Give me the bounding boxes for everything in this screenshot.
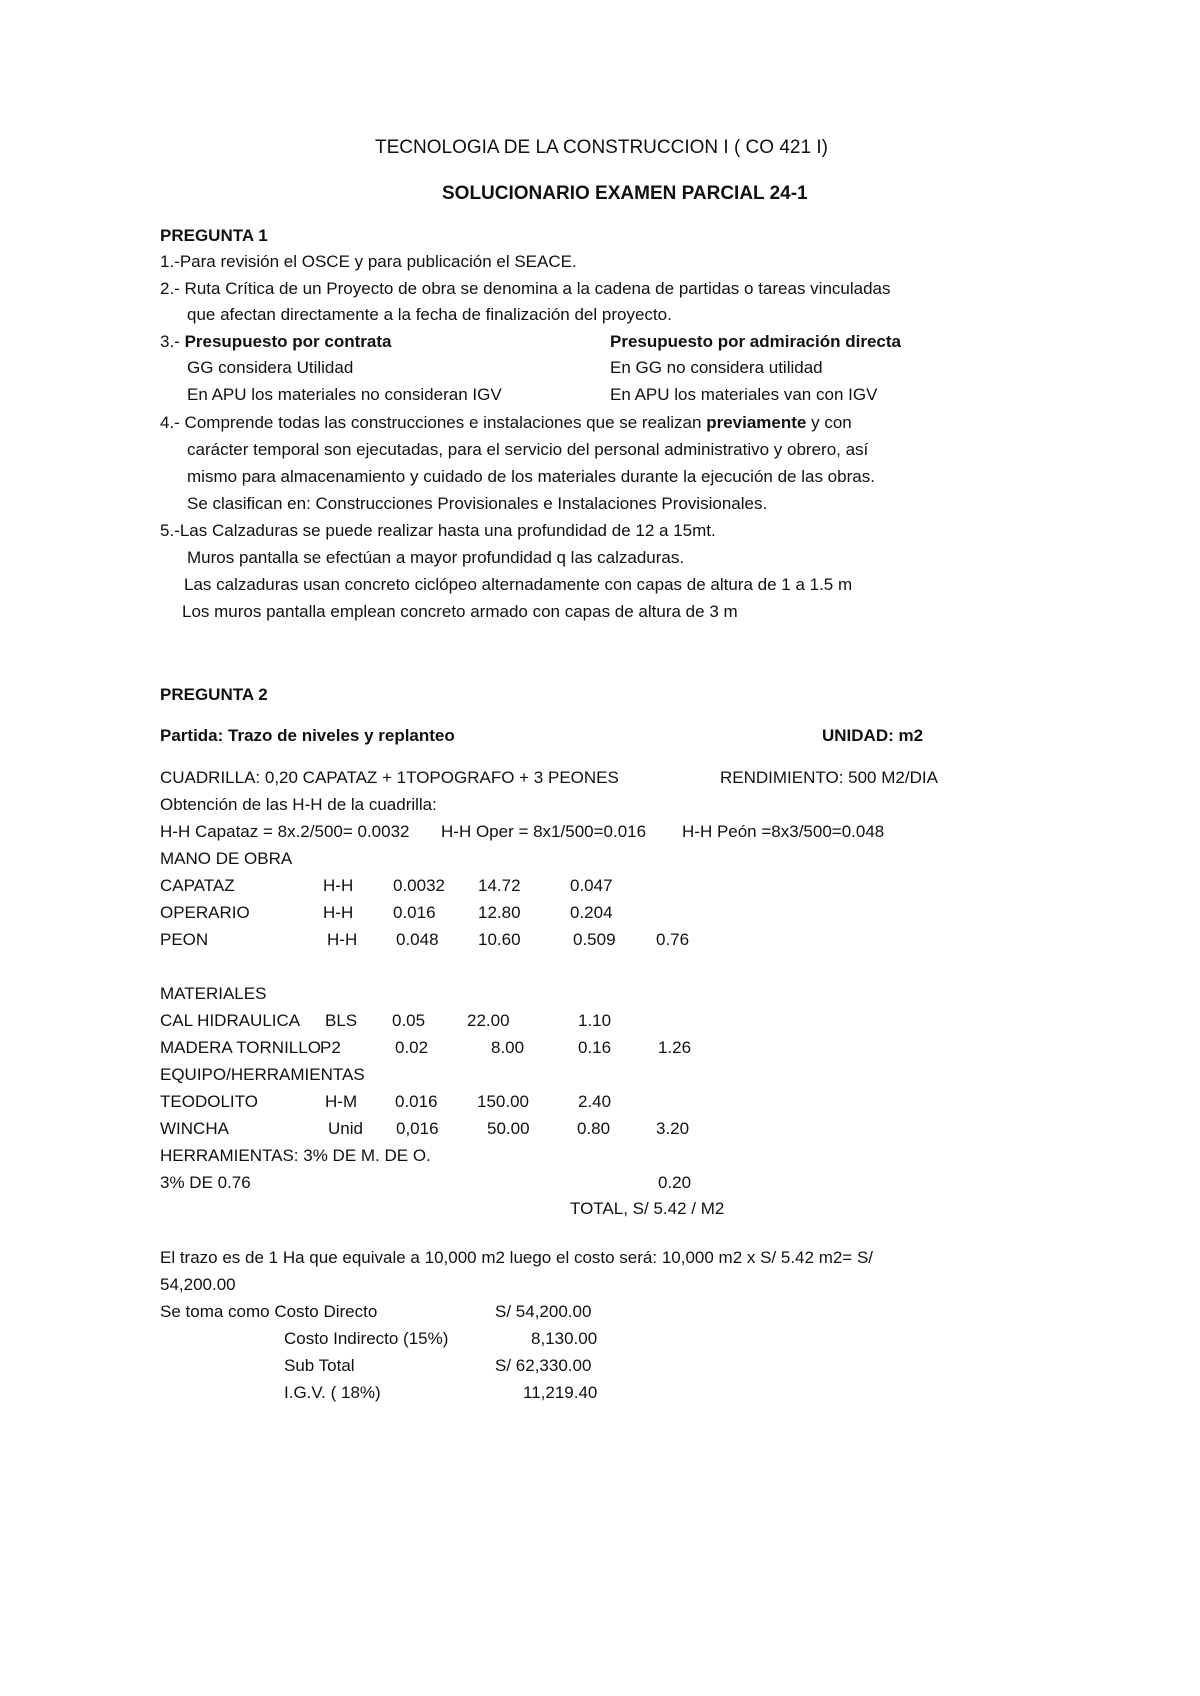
row-madera-qty: 0.02 — [395, 1038, 429, 1057]
answer-2-line-1: 2.- Ruta Crítica de un Proyecto de obra se denomina a la cadena de partidas o tareas vinculadas — [160, 279, 891, 298]
costo-directo-value: S/ 54,200.00 — [495, 1302, 592, 1321]
rendimiento: RENDIMIENTO: 500 M2/DIA — [720, 768, 938, 787]
budget-contract-heading: Presupuesto por contrata — [184, 332, 392, 351]
row-cal-partial: 1.10 — [578, 1011, 612, 1030]
row-operario-qty: 0.016 — [393, 903, 436, 922]
answer-4-text-a: 4.- Comprende todas las construcciones e instalaciones que se realizan — [160, 413, 707, 432]
document-subtitle: SOLUCIONARIO EXAMEN PARCIAL 24-1 — [442, 183, 808, 204]
row-teodolito-qty: 0.016 — [395, 1092, 438, 1111]
sub-total-label: Sub Total — [284, 1356, 355, 1375]
answer-5-line-1: 5.-Las Calzaduras se puede realizar hasta una profundidad de 12 a 15mt. — [160, 521, 716, 540]
row-peon-desc: PEON — [160, 930, 209, 949]
subtotal-equipo: 3.20 — [656, 1119, 690, 1138]
row-cal-desc: CAL HIDRAULICA — [160, 1011, 301, 1030]
mano-de-obra-heading: MANO DE OBRA — [160, 849, 293, 868]
row-capataz-partial: 0.047 — [570, 876, 613, 895]
row-madera-price: 8.00 — [491, 1038, 525, 1057]
row-teodolito-partial: 2.40 — [578, 1092, 612, 1111]
row-peon-unit: H-H — [327, 930, 358, 949]
answer-3-line — [160, 331, 391, 353]
answer-5-line-3: Las calzaduras usan concreto ciclópeo alternadamente con capas de altura de 1 a 1.5 m — [184, 575, 853, 594]
answer-4-line-2: carácter temporal son ejecutadas, para el servicio del personal administrativo y obrero, así — [187, 440, 869, 459]
question-1-heading: PREGUNTA 1 — [160, 226, 268, 245]
igv-label: I.G.V. ( 18%) — [284, 1383, 381, 1402]
total-unit-cost: TOTAL, S/ 5.42 / M2 — [570, 1199, 725, 1218]
row-operario-price: 12.80 — [478, 903, 521, 922]
question-2-heading: PREGUNTA 2 — [160, 685, 268, 704]
row-wincha-price: 50.00 — [487, 1119, 530, 1138]
row-teodolito-unit: H-M — [325, 1092, 358, 1111]
row-cal-qty: 0.05 — [392, 1011, 426, 1030]
row-operario-unit: H-H — [323, 903, 354, 922]
herramientas-label: HERRAMIENTAS: 3% DE M. DE O. — [160, 1146, 431, 1165]
row-cal-unit: BLS — [325, 1011, 358, 1030]
document-title: TECNOLOGIA DE LA CONSTRUCCION I ( CO 421 I) — [375, 137, 828, 158]
row-teodolito-desc: TEODOLITO — [160, 1092, 258, 1111]
costo-indirecto-value: 8,130.00 — [531, 1329, 598, 1348]
answer-5-line-4: Los muros pantalla emplean concreto armado con capas de altura de 3 m — [182, 602, 738, 621]
subtotal-materiales: 1.26 — [658, 1038, 692, 1057]
unidad-label: UNIDAD: m2 — [822, 726, 924, 745]
hh-capataz: H-H Capataz = 8x.2/500= 0.0032 — [160, 822, 410, 841]
answer-1: 1.-Para revisión el OSCE y para publicación el SEACE. — [160, 252, 577, 271]
costo-directo-label: Se toma como Costo Directo — [160, 1302, 378, 1321]
subtotal-mano-obra: 0.76 — [656, 930, 690, 949]
row-peon-qty: 0.048 — [396, 930, 439, 949]
row-teodolito-price: 150.00 — [477, 1092, 529, 1111]
row-operario-partial: 0.204 — [570, 903, 613, 922]
herramientas-calc: 3% DE 0.76 — [160, 1173, 251, 1192]
budget-direct-heading: Presupuesto por admiración directa — [610, 332, 901, 351]
answer-4-text-c: y con — [806, 413, 852, 432]
partida-label: Partida: Trazo de niveles y replanteo — [160, 726, 455, 745]
row-peon-price: 10.60 — [478, 930, 521, 949]
row-operario-desc: OPERARIO — [160, 903, 250, 922]
row-cal-price: 22.00 — [467, 1011, 510, 1030]
answer-4-line-3: mismo para almacenamiento y cuidado de los materiales durante la ejecución de las obras. — [187, 467, 875, 486]
cuadrilla: CUADRILLA: 0,20 CAPATAZ + 1TOPOGRAFO + 3 PEONES — [160, 768, 619, 787]
row-madera-partial: 0.16 — [578, 1038, 612, 1057]
sub-total-value: S/ 62,330.00 — [495, 1356, 592, 1375]
answer-4-line-4: Se clasifican en: Construcciones Provisionales e Instalaciones Provisionales. — [187, 494, 768, 513]
row-capataz-desc: CAPATAZ — [160, 876, 235, 895]
budget-contract-item-2: En APU los materiales no consideran IGV — [187, 385, 502, 404]
answer-4-line-1 — [160, 412, 852, 434]
row-wincha-partial: 0.80 — [577, 1119, 611, 1138]
trazo-line-1: El trazo es de 1 Ha que equivale a 10,000 m2 luego el costo será: 10,000 m2 x S/ 5.42 m2= S/ — [160, 1248, 874, 1267]
equipo-heading: EQUIPO/HERRAMIENTAS — [160, 1065, 365, 1084]
trazo-line-2: 54,200.00 — [160, 1275, 236, 1294]
row-wincha-unit: Unid — [328, 1119, 363, 1138]
row-capataz-price: 14.72 — [478, 876, 521, 895]
answer-3-number: 3.- — [160, 332, 185, 351]
row-wincha-desc: WINCHA — [160, 1119, 229, 1138]
igv-value: 11,219.40 — [523, 1383, 598, 1402]
row-capataz-qty: 0.0032 — [393, 876, 445, 895]
obtencion-heading: Obtención de las H-H de la cuadrilla: — [160, 795, 437, 814]
herramientas-value: 0.20 — [658, 1173, 692, 1192]
row-wincha-qty: 0,016 — [396, 1119, 439, 1138]
answer-2-line-2: que afectan directamente a la fecha de finalización del proyecto. — [187, 305, 672, 324]
costo-indirecto-label: Costo Indirecto (15%) — [284, 1329, 449, 1348]
answer-4-emphasis: previamente — [706, 413, 807, 432]
budget-direct-item-2: En APU los materiales van con IGV — [610, 385, 878, 404]
budget-direct-item-1: En GG no considera utilidad — [610, 358, 823, 377]
hh-operario: H-H Oper = 8x1/500=0.016 — [441, 822, 647, 841]
row-capataz-unit: H-H — [323, 876, 354, 895]
budget-contract-item-1: GG considera Utilidad — [187, 358, 354, 377]
materiales-heading: MATERIALES — [160, 984, 267, 1003]
row-peon-partial: 0.509 — [573, 930, 616, 949]
answer-5-line-2: Muros pantalla se efectúan a mayor profundidad q las calzaduras. — [187, 548, 685, 567]
hh-peon: H-H Peón =8x3/500=0.048 — [682, 822, 885, 841]
row-madera-desc: MADERA TORNILLO — [160, 1038, 321, 1057]
row-madera-unit: P2 — [320, 1038, 341, 1057]
